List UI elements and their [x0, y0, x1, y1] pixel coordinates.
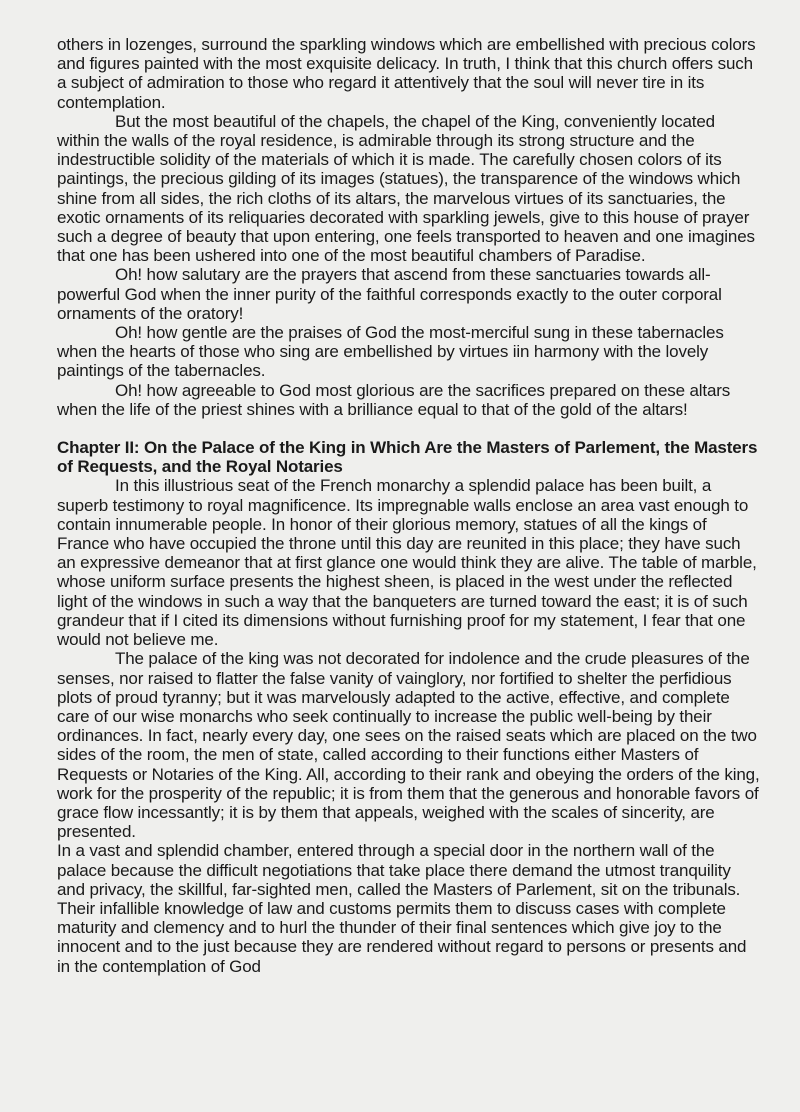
paragraph-palace-purpose: The palace of the king was not decorated for indolence and the crude pleasures of the senses, nor raised to flatter the false vanity of vainglory, nor fortified to shelter the perfidious plots of proud tyranny; but it was marvelously adapted to the active, effective, and complete care of our wise monarchs who seek continually to increase the public well-being by their ordinances. In fact, nearly every day, one sees on the raised seats which are placed on the two sides of the room, the men of state, called according to their functions either Masters of Requests or Notaries of the King. All, according to their rank and obeying the orders of the king, work for the prosperity of the republic; it is from them that the generous and honorable favors of grace flow incessantly; it is by them that appeals, weighed with the scales of sincerity, are presented.: [57, 649, 760, 842]
paragraph-church-windows: others in lozenges, surround the sparkling windows which are embellished with precious colors and figures painted with the most exquisite delicacy. In truth, I think that this church offers such a subject of admiration to those who regard it attentively that the soul will never tire in its contemplation.: [57, 35, 756, 112]
paragraph-agreeable-sacrifices: Oh! how agreeable to God most glorious are the sacrifices prepared on these altars when the life of the priest shines with a brilliance equal to that of the gold of the altars!: [57, 380, 731, 419]
paragraph-masters-of-parlement: In a vast and splendid chamber, entered through a special door in the northern wall of the palace because the difficult negotiations that take place there demand the utmost tranquility and privacy, the skillful, far-sighted men, called the Masters of Parlement, sit on the tribunals. Their infallible knowledge of law and customs permits them to discuss cases with complete maturity and clemency and to hurl the thunder of their final sentences which give joy to the innocent and to the just because they are rendered without regard to persons or presents and in the contemplation of God: [57, 841, 747, 976]
paragraph-chapel-of-king: But the most beautiful of the chapels, the chapel of the King, conveniently located within the walls of the royal residence, is admirable through its strong structure and the indestructible solidity of the materials of which it is made. The carefully chosen colors of its paintings, the precious gilding of its images (statues), the transparence of the windows which shine from all sides, the rich cloths of its altars, the marvelous virtues of its sanctuaries, the exotic ornaments of its reliquaries decorated with sparkling jewels, give to this house of prayer such a degree of beauty that upon entering, one feels transported to heaven and one imagines that one has been ushered into one of the most beautiful chambers of Paradise.: [57, 111, 755, 266]
paragraph-gentle-praises: Oh! how gentle are the praises of God the most-merciful sung in these tabernacles when the hearts of those who sing are embellished by virtues iin harmony with the lovely paintings of the tabernacles.: [57, 323, 724, 381]
paragraph-splendid-palace: In this illustrious seat of the French monarchy a splendid palace has been built, a superb testimony to royal magnificence. Its impregnable walls enclose an area vast enough to contain innumerable people. In honor of their glorious memory, statues of all the kings of France who have occupied the throne until this day are reunited in this place; they have such an expressive demeanor that at first glance one would think they are alive. The table of marble, whose uniform surface presents the highest sheen, is placed in the west under the reflected light of the windows in such a way that the banqueters are turned toward the east; it is of such grandeur that if I cited its dimensions without furnishing proof for my statement, I fear that one would not believe me.: [57, 476, 757, 650]
chapter-heading: Chapter II: On the Palace of the King in Which Are the Masters of Parlement, the Masters of Requests, and the Royal Notaries: [57, 438, 758, 477]
section-spacer: [57, 419, 760, 438]
paragraph-salutary-prayers: Oh! how salutary are the prayers that ascend from these sanctuaries towards all-powerful God when the inner purity of the faithful corresponds exactly to the outer corporal ornaments of the oratory!: [57, 265, 722, 323]
